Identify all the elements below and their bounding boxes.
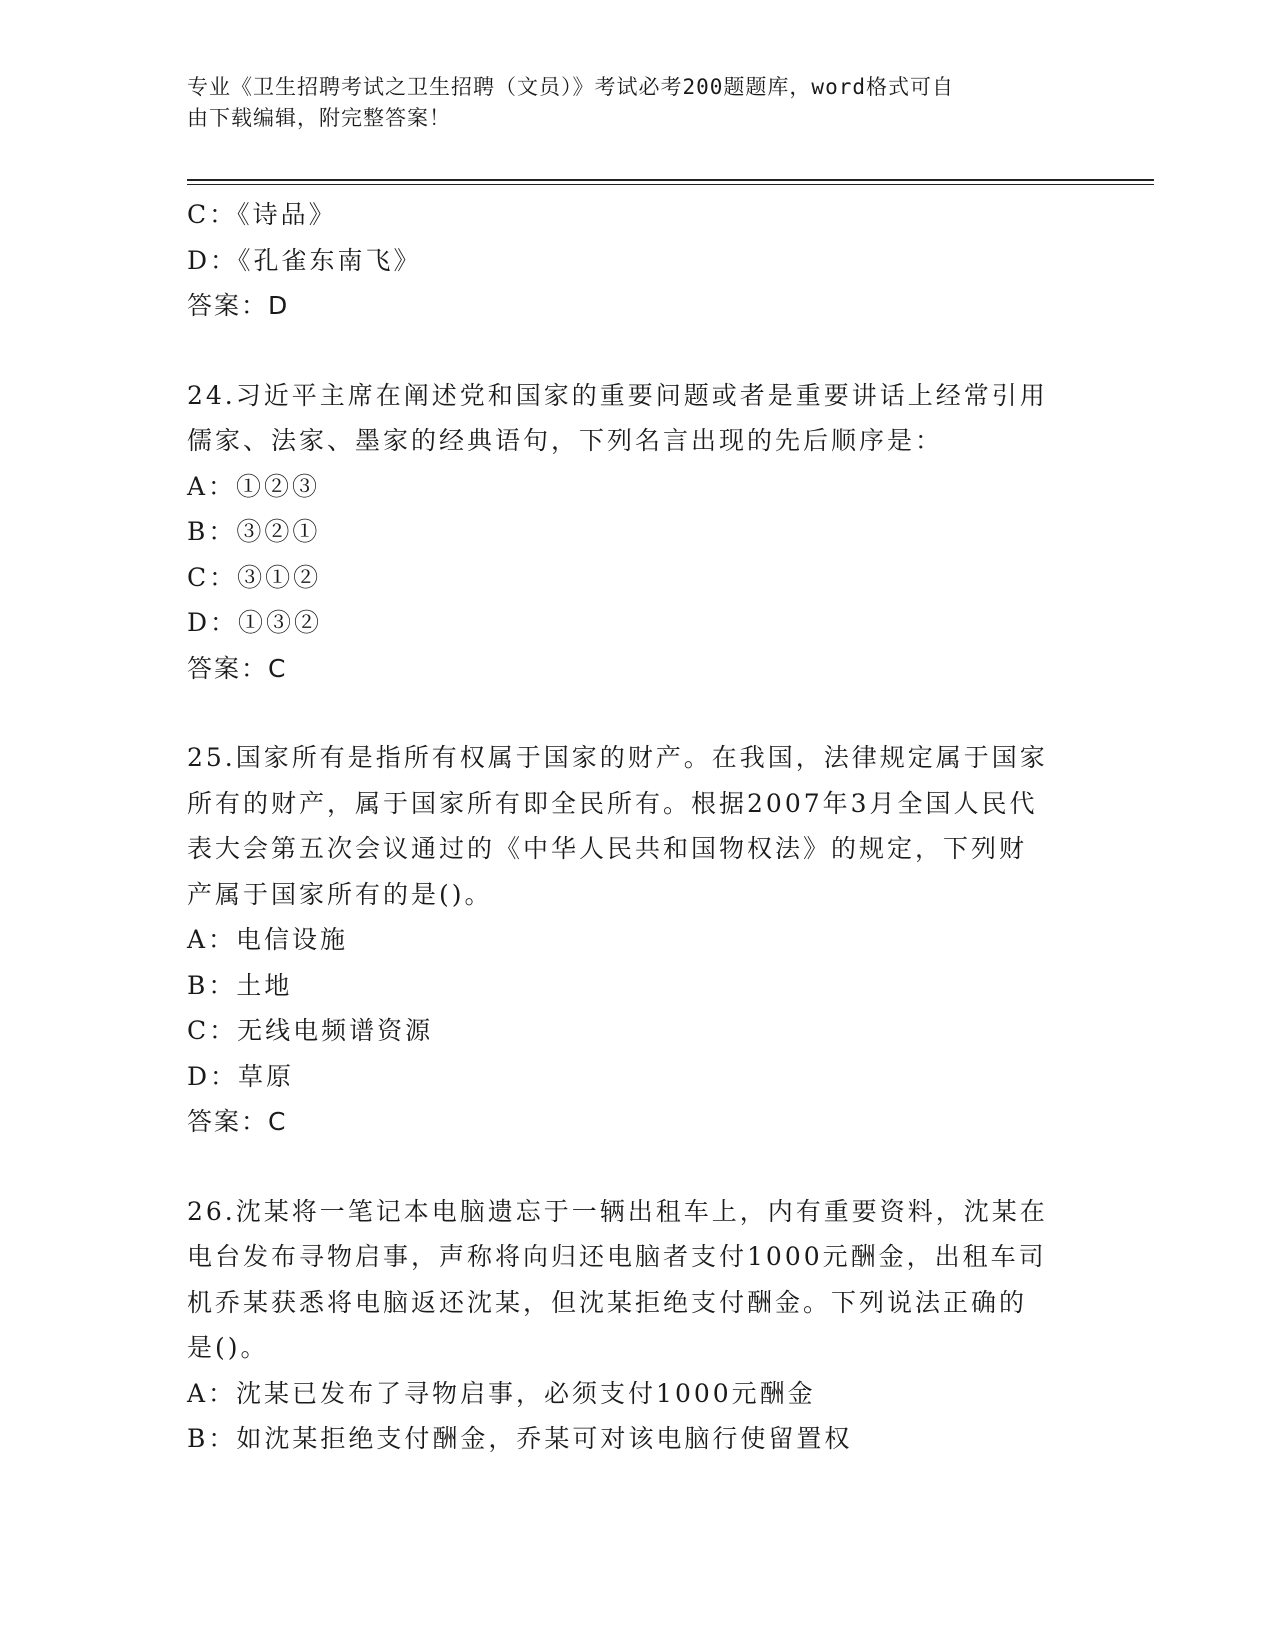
option-a: A：沈某已发布了寻物启事，必须支付1000元酬金 — [187, 1378, 816, 1408]
question-23-tail — [187, 192, 1087, 329]
option-d: D：《孔雀东南飞》 — [187, 245, 422, 275]
option-c: C：《诗品》 — [187, 200, 337, 229]
option-b: B：如沈某拒绝支付酬金，乔某可对该电脑行使留置权 — [187, 1424, 853, 1453]
option-d: D：草原 — [187, 1061, 295, 1091]
answer-line: 答案：C — [187, 653, 288, 683]
question-stem: 产属于国家所有的是()。 — [187, 879, 493, 909]
question-stem: 机乔某获悉将电脑返还沈某，但沈某拒绝支付酬金。下列说法正确的 — [187, 1287, 1028, 1317]
header-line-2: 由下载编辑，附完整答案！ — [187, 106, 451, 130]
question-stem: 表大会第五次会议通过的《中华人民共和国物权法》的规定，下列财 — [187, 834, 1028, 863]
question-stem: 26.沈某将一笔记本电脑遗忘于一辆出租车上，内有重要资料，沈某在 — [187, 1196, 1048, 1226]
question-25 — [187, 735, 1087, 1145]
question-26 — [187, 1189, 1087, 1462]
spacer — [187, 329, 1087, 373]
option-b: B：③②① — [187, 517, 321, 546]
option-a: A：①②③ — [187, 471, 321, 501]
spacer — [187, 691, 1087, 735]
answer-line: 答案：C — [187, 1107, 288, 1136]
question-stem: 所有的财产，属于国家所有即全民所有。根据2007年3月全国人民代 — [187, 788, 1038, 818]
question-stem: 25.国家所有是指所有权属于国家的财产。在我国，法律规定属于国家 — [187, 743, 1048, 772]
question-stem: 24.习近平主席在阐述党和国家的重要问题或者是重要讲话上经常引用 — [187, 380, 1048, 410]
option-a: A：电信设施 — [187, 925, 349, 954]
option-c: C：③①② — [187, 562, 322, 592]
spacer — [187, 1145, 1087, 1189]
header-line-1: 专业《卫生招聘考试之卫生招聘（文员）》考试必考200题题库，word格式可自 — [187, 75, 954, 99]
option-d: D：①③② — [187, 608, 323, 637]
question-stem: 电台发布寻物启事，声称将向归还电脑者支付1000元酬金，出租车司 — [187, 1242, 1047, 1271]
question-24 — [187, 373, 1087, 692]
answer-line: 答案：D — [187, 291, 290, 320]
header-rule-thin — [187, 184, 1154, 185]
question-stem: 儒家、法家、墨家的经典语句，下列名言出现的先后顺序是： — [187, 426, 944, 455]
question-content — [187, 192, 1087, 1462]
option-c: C：无线电频谱资源 — [187, 1016, 434, 1045]
option-b: B：土地 — [187, 970, 293, 1000]
document-header — [187, 72, 1067, 134]
question-stem: 是()。 — [187, 1333, 269, 1362]
header-rule-thick — [187, 179, 1154, 181]
